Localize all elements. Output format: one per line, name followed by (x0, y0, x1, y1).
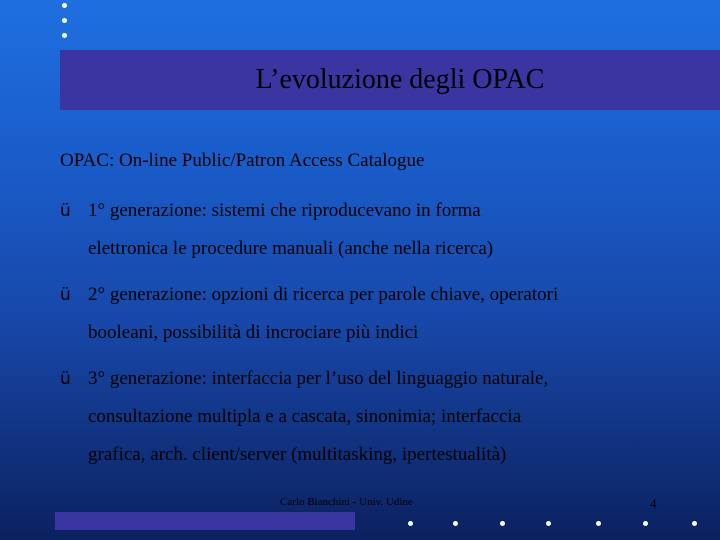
dot-icon (692, 521, 697, 526)
dot-icon (408, 521, 413, 526)
bullet-line: grafica, arch. client/server (multitasking, ipertestualità) (88, 444, 507, 465)
bullet-item (60, 276, 700, 352)
bullet-item (60, 360, 700, 474)
bullet-line: consultazione multipla e a cascata, sinonimia; interfaccia (88, 406, 522, 427)
bullet-line: elettronica le procedure manuali (anche nella ricerca) (88, 238, 494, 259)
dot-icon (596, 521, 601, 526)
bullet-line: 2° generazione: opzioni di ricerca per parole chiave, operatori (88, 284, 559, 305)
footer-bar (55, 512, 355, 530)
bullet-item (60, 192, 700, 268)
dot-icon (62, 3, 67, 8)
bullet-line: booleani, possibilità di incrociare più indici (88, 322, 419, 343)
check-mark-icon: ü (60, 369, 71, 389)
title-bar (60, 50, 720, 110)
page-number: 4 (650, 496, 657, 511)
check-mark-icon: ü (60, 201, 71, 221)
slide-content (60, 148, 700, 474)
dot-icon (500, 521, 505, 526)
slide-subtitle: OPAC: On-line Public/Patron Access Catalogue (60, 150, 425, 171)
dot-icon (643, 521, 648, 526)
footer-author: Carlo Bianchini - Univ. Udine (280, 496, 413, 508)
slide-title: L’evoluzione degli OPAC (255, 64, 545, 95)
dot-icon (62, 33, 67, 38)
dot-icon (62, 18, 67, 23)
dot-icon (546, 521, 551, 526)
check-mark-icon: ü (60, 285, 71, 305)
dot-icon (453, 521, 458, 526)
bullet-line: 3° generazione: interfaccia per l’uso del linguaggio naturale, (88, 368, 549, 389)
bullet-line: 1° generazione: sistemi che riproducevano in forma (88, 200, 481, 221)
decorative-dots-vertical (62, 0, 70, 45)
